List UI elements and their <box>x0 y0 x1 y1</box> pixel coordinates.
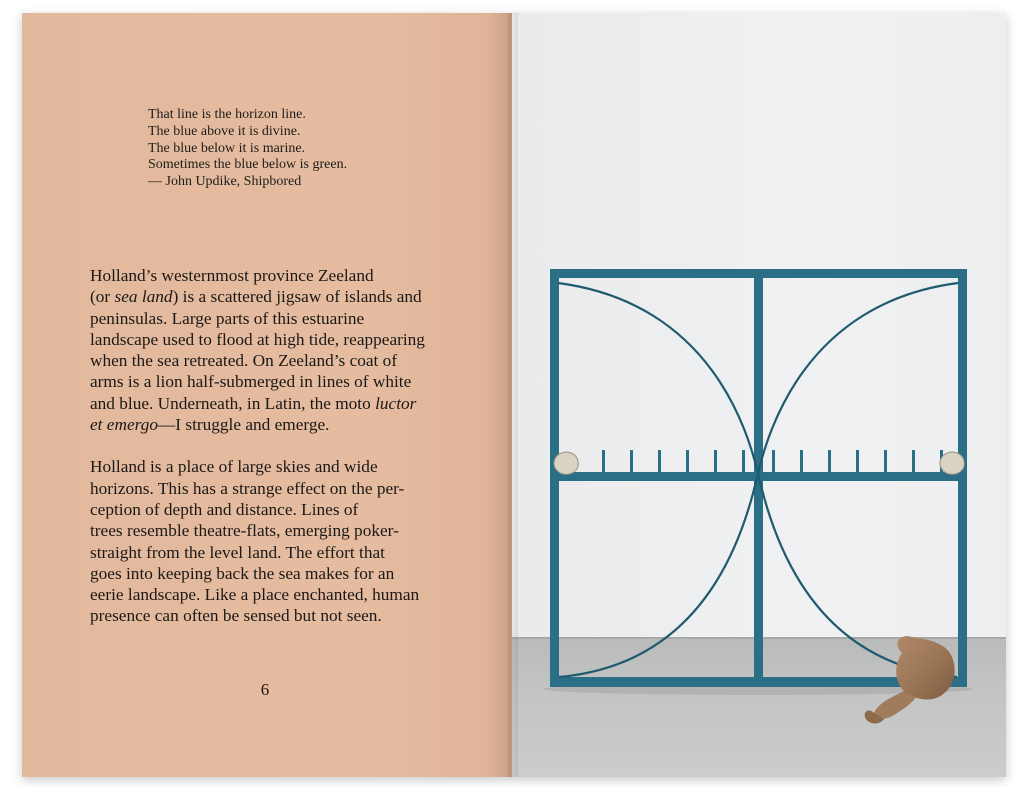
text-line <box>90 286 460 307</box>
text-line: arms is a lion half-submerged in lines of white <box>90 372 412 392</box>
text-line <box>90 414 460 435</box>
text-line: landscape used to flood at high tide, reappearing <box>90 329 425 349</box>
text-line: eerie landscape. Like a place enchanted, human <box>90 585 420 605</box>
peg <box>658 450 661 473</box>
text-line: presence can often be sensed but not seen. <box>90 606 382 626</box>
epigraph-attribution: — John Updike, Shipbored <box>148 174 302 190</box>
paragraph-1 <box>90 265 460 435</box>
book-gutter <box>508 13 518 777</box>
epigraph <box>148 107 448 191</box>
peg <box>800 450 803 473</box>
book-spread <box>22 13 1006 777</box>
peg <box>714 450 717 473</box>
text-line: goes into keeping back the sea makes for an <box>90 563 395 583</box>
blue-frame-sculpture <box>512 13 1006 777</box>
shell-left <box>554 452 578 474</box>
text-span: (or <box>90 287 115 307</box>
italic-term: luctor <box>375 393 417 413</box>
paragraph-2 <box>90 456 460 626</box>
peg <box>630 450 633 473</box>
epigraph-line: That line is the horizon line. <box>148 107 306 122</box>
text-line: ception of depth and distance. Lines of <box>90 499 359 519</box>
sack-neck <box>874 691 916 719</box>
text-line: peninsulas. Large parts of this estuarine <box>90 308 365 328</box>
text-span: and blue. Underneath, in Latin, the moto <box>90 393 376 413</box>
peg <box>686 450 689 473</box>
text-line: Holland’s westernmost province Zeeland <box>90 266 374 285</box>
peg <box>742 450 745 473</box>
italic-term: sea land <box>114 287 173 307</box>
shell-right <box>940 452 964 474</box>
text-span: —I struggle and emerge. <box>157 415 330 435</box>
text-span: ) is a scattered jigsaw of islands and <box>172 287 422 307</box>
peg <box>602 450 605 473</box>
epigraph-line: The blue below it is marine. <box>148 140 306 156</box>
peg <box>856 450 859 473</box>
text-line: Holland is a place of large skies and wide <box>90 457 378 477</box>
italic-term: et emergo <box>90 415 158 435</box>
text-line: horizons. This has a strange effect on the per- <box>90 478 405 498</box>
epigraph-line: The blue above it is divine. <box>148 123 301 139</box>
peg-row <box>602 450 943 473</box>
sack-body <box>896 636 954 699</box>
text-line: when the sea retreated. On Zeeland’s coat of <box>90 351 398 371</box>
epigraph-line: Sometimes the blue below is green. <box>148 157 348 173</box>
text-line: trees resemble theatre-flats, emerging poker- <box>90 521 399 541</box>
peg <box>772 450 775 473</box>
peg <box>884 450 887 473</box>
peg <box>912 450 915 473</box>
right-page-photo <box>512 13 1006 777</box>
text-line <box>90 393 460 414</box>
paragraph-gap <box>90 435 460 456</box>
peg <box>828 450 831 473</box>
body-text <box>90 265 460 627</box>
text-line: straight from the level land. The effort that <box>90 542 385 562</box>
left-page <box>22 13 512 777</box>
page-number: 6 <box>260 680 270 699</box>
